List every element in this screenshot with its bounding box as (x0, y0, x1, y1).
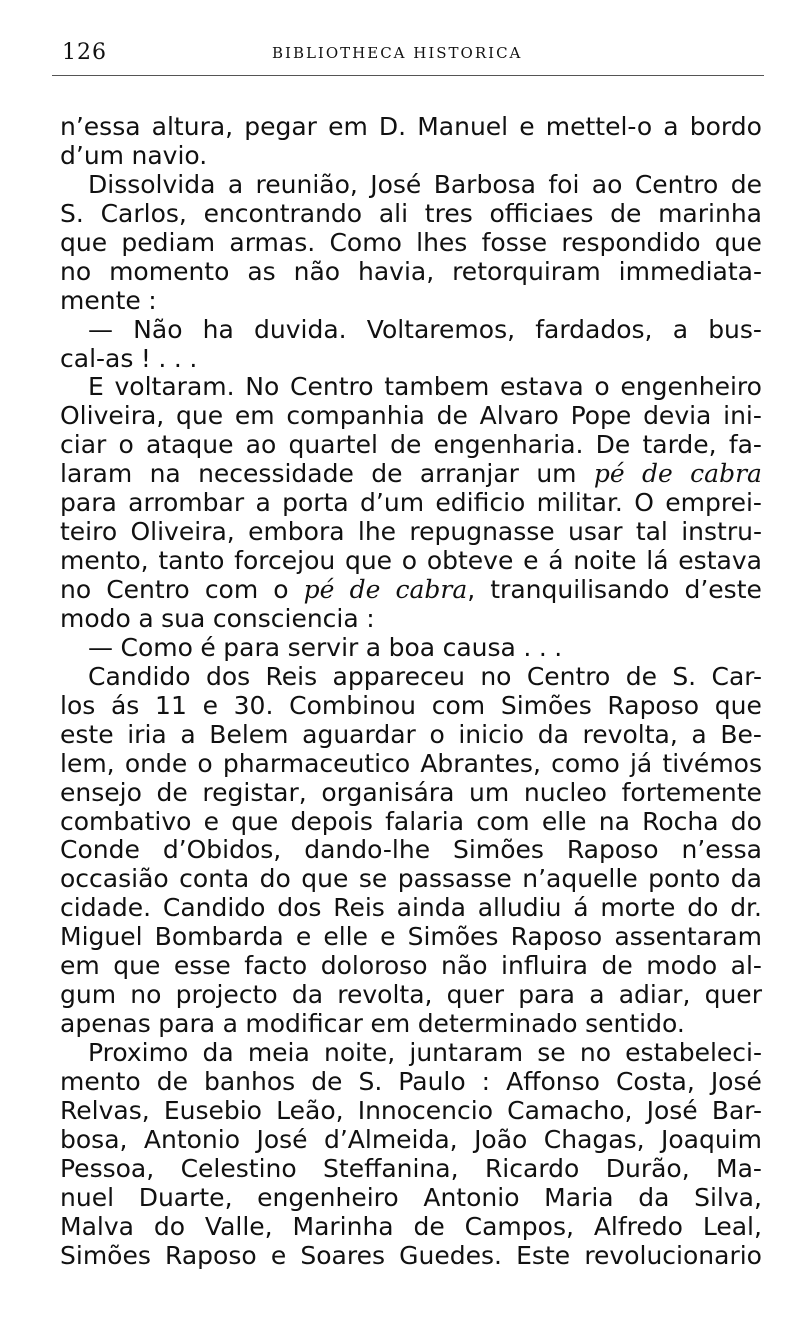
text-line: cal-as ! . . . (60, 343, 198, 373)
text-line: em que esse facto doloroso não influira de modo al- (60, 951, 762, 981)
page-number: 126 (62, 40, 107, 65)
text-line: gum no projecto da revolta, quer para a adiar, quer (60, 980, 762, 1010)
text-line: Candido dos Reis appareceu no Centro de S. Car- (88, 661, 762, 691)
text-line: para arrombar a porta d’um edificio militar. O emprei- (60, 488, 762, 518)
text-line: este iria a Belem aguardar o inicio da revolta, a Be- (60, 719, 762, 749)
text-line: cidade. Candido dos Reis ainda alludiu á morte do dr. (60, 893, 762, 923)
header-rule (52, 75, 764, 76)
text-line: modo a sua consciencia : (60, 603, 375, 633)
text-line: lem, onde o pharmaceutico Abrantes, como já tivémos (60, 748, 762, 778)
text-line: Oliveira, que em companhia de Alvaro Pope devia ini- (60, 401, 762, 431)
text-line: — Não ha duvida. Voltaremos, fardados, a bus- (88, 314, 762, 344)
text-line: bosa, Antonio José d’Almeida, João Chagas, Joaquim (60, 1124, 762, 1154)
text-line: no Centro com o pé de cabra, tranquilisando d’este (60, 575, 762, 604)
text-line: S. Carlos, encontrando ali tres officiaes de marinha (60, 198, 762, 228)
text-line: Miguel Bombarda e elle e Simões Raposo assentaram (60, 922, 762, 952)
text-line: que pediam armas. Como lhes fosse respondido que (60, 227, 762, 257)
text-line: E voltaram. No Centro tambem estava o engenheiro (88, 372, 762, 402)
page-header (62, 36, 762, 76)
text-line: Malva do Valle, Marinha de Campos, Alfredo Leal, (60, 1211, 762, 1241)
body-text (60, 113, 762, 1271)
text-line: nuel Duarte, engenheiro Antonio Maria da Silva, (60, 1182, 762, 1212)
text-line: Conde d’Obidos, dando-lhe Simões Raposo n’essa (60, 835, 762, 865)
text-line: ciar o ataque ao quartel de engenharia. De tarde, fa- (60, 430, 762, 460)
text-line: Simões Raposo e Soares Guedes. Este revolucionario (60, 1240, 762, 1270)
text-line: ensejo de registar, organisára um nucleo fortemente (60, 777, 762, 807)
text-line: n’essa altura, pegar em D. Manuel e mettel-o a bordo (60, 112, 762, 141)
text-line: Dissolvida a reunião, José Barbosa foi ao Centro de (88, 169, 762, 199)
text-line: laram na necessidade de arranjar um pé de cabra (60, 459, 762, 489)
text-line: teiro Oliveira, embora lhe repugnasse usar tal instru- (60, 517, 762, 547)
text-line: mente : (60, 285, 157, 315)
text-line: Relvas, Eusebio Leão, Innocencio Camacho, José Bar- (60, 1095, 762, 1125)
text-line: — Como é para servir a boa causa . . . (88, 632, 563, 662)
text-line: Pessoa, Celestino Steffanina, Ricardo Durão, Ma- (60, 1153, 762, 1183)
text-line: mento, tanto forcejou que o obteve e á noite lá estava (60, 546, 762, 576)
text-line: no momento as não havia, retorquiram immediata- (60, 256, 762, 286)
text-line: Proximo da meia noite, juntaram se no estabeleci- (88, 1038, 762, 1067)
text-line: occasião conta do que se passasse n’aquelle ponto da (60, 864, 762, 894)
text-line: d’um navio. (60, 140, 208, 170)
text-line: apenas para a modificar em determinado sentido. (60, 1009, 685, 1039)
text-line: los ás 11 e 30. Combinou com Simões Raposo que (60, 690, 762, 720)
text-line: mento de banhos de S. Paulo : Affonso Costa, José (60, 1066, 762, 1096)
running-title: BIBLIOTHECA HISTORICA (272, 44, 523, 62)
text-line: combativo e que depois falaria com elle na Rocha do (60, 806, 762, 836)
